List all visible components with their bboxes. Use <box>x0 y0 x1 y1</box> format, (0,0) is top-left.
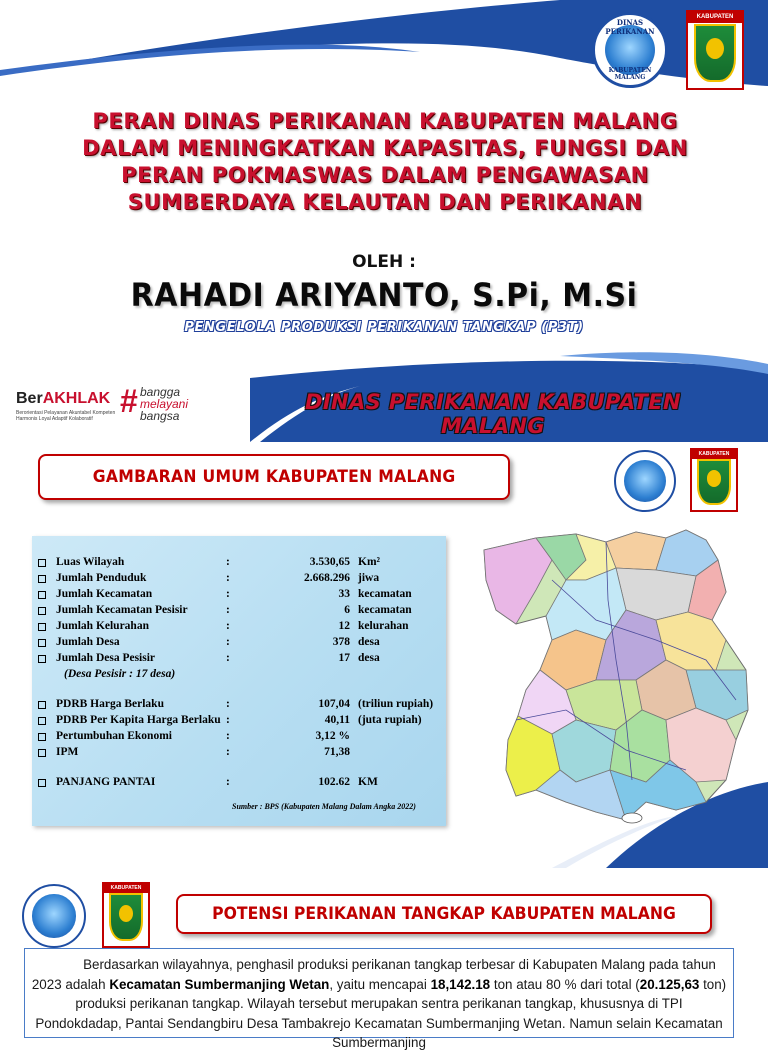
title-line-4: SUMBERDAYA KELAUTAN DAN PERIKANAN <box>127 190 643 214</box>
dinas-perikanan-logo <box>614 450 676 512</box>
kabupaten-malang-logo: KABUPATEN <box>102 882 150 948</box>
presentation-title <box>40 108 730 216</box>
checkbox-icon <box>38 623 46 631</box>
kabupaten-malang-map <box>456 520 768 868</box>
potensi-paragraph: Berdasarkan wilayahnya, penghasil produksi perikanan tangkap terbesar di Kabupaten Malang pada tahun 2023 adalah Kecamatan Sumbermanjing Wetan, yaitu mencapai 18,142.18 ton atau 80 % dari total (20.125,63 ton) produksi perikanan tangkap. Wilayah tersebut merupakan sentra perikanan tangkap, khususnya di TPI Pondokdadap, Pantai Sendangbiru Desa Tambakrejo Kecamatan Sumbermanjing Wetan. Namun selain Kecamatan Sumbermanjing <box>31 957 727 1050</box>
production-highlight: 18,142.18 <box>430 976 491 992</box>
checkbox-icon <box>38 779 46 787</box>
oleh-label: OLEH : <box>352 252 416 272</box>
logo-bottom-text: KABUPATEN MALANG <box>608 67 652 81</box>
potensi-title-box <box>176 894 712 934</box>
author-role: PENGELOLA PRODUKSI PERIKANAN TANGKAP (P3T) <box>184 320 584 335</box>
title-slide <box>0 0 768 442</box>
kabupaten-malang-logo <box>686 10 744 90</box>
source-note: Sumber : BPS (Kabupaten Malang Dalam Angka 2022) <box>232 802 416 811</box>
kabupaten-malang-logo: KABUPATEN <box>690 448 738 512</box>
checkbox-icon <box>38 655 46 663</box>
district-map-image <box>456 520 768 868</box>
desa-pesisir-note: (Desa Pesisir : 17 desa) <box>64 668 176 680</box>
checkbox-icon <box>38 607 46 615</box>
statistics-panel: Luas Wilayah : 3.530,65 Km² Jumlah Penduduk : 2.668.296 jiwa Jumlah Kecamatan : 33 kecamatan Jumlah Kecamatan Pesisir : 6 kecamatan Jumlah Kelurahan : 12 kelurahan Jumlah Desa : 378 desa Jumlah Desa Pesisir : 17 desa (Desa Pesisir : 17 desa) PDRB Harga Berlaku : 107,04 (triliun rupiah) PDRB Per Kapita Harga Berlaku : 40,11 (juta rupiah) Pertumbuhan Ekonomi : 3,12 % IPM : 71,38 PANJANG PANTAI : 102.62 KM Sumber : BPS (Kabupaten Malang Dalam Angka 2022) <box>32 536 446 826</box>
checkbox-icon <box>38 749 46 757</box>
checkbox-icon <box>38 733 46 741</box>
title-line-2: DALAM MENINGKATKAN KAPASITAS, FUNGSI DAN <box>82 136 688 160</box>
berakhlak-name: BerAKHLAK <box>16 390 111 407</box>
bangga-melayani-bangsa-tag: bangga melayani bangsa <box>140 385 189 423</box>
logo-top-text: DINAS PERIKANAN <box>605 18 655 36</box>
author-name: RAHADI ARIYANTO, S.Pi, M.Si <box>130 276 638 315</box>
logo-band-text: KABUPATEN <box>688 12 742 23</box>
dinas-banner: DINAS PERIKANAN KABUPATEN MALANG <box>304 390 681 438</box>
berakhlak-subtitle: Berorientasi Pelayanan Akuntabel Kompeten Harmonis Loyal Adaptif Kolaboratif <box>16 410 116 422</box>
total-highlight: 20.125,63 <box>639 976 700 992</box>
hashtag-icon: # <box>120 383 138 419</box>
checkbox-icon <box>38 591 46 599</box>
overview-title: GAMBARAN UMUM KABUPATEN MALANG <box>92 467 456 487</box>
checkbox-icon <box>38 717 46 725</box>
berakhlak-logo <box>16 382 236 430</box>
overview-title-box <box>38 454 510 500</box>
title-line-3: PERAN POKMASWAS DALAM PENGAWASAN <box>121 163 649 187</box>
potensi-slide <box>0 868 768 1050</box>
checkbox-icon <box>38 575 46 583</box>
potensi-title: POTENSI PERIKANAN TANGKAP KABUPATEN MALANG <box>212 904 676 924</box>
title-line-1: PERAN DINAS PERIKANAN KABUPATEN MALANG <box>92 109 678 133</box>
potensi-paragraph-box <box>24 948 734 1050</box>
dinas-perikanan-logo <box>592 12 668 88</box>
checkbox-icon <box>38 639 46 647</box>
kecamatan-highlight: Kecamatan Sumbermanjing Wetan <box>109 976 330 992</box>
dinas-perikanan-logo <box>22 884 86 948</box>
checkbox-icon <box>38 701 46 709</box>
overview-slide <box>0 442 768 868</box>
checkbox-icon <box>38 559 46 567</box>
